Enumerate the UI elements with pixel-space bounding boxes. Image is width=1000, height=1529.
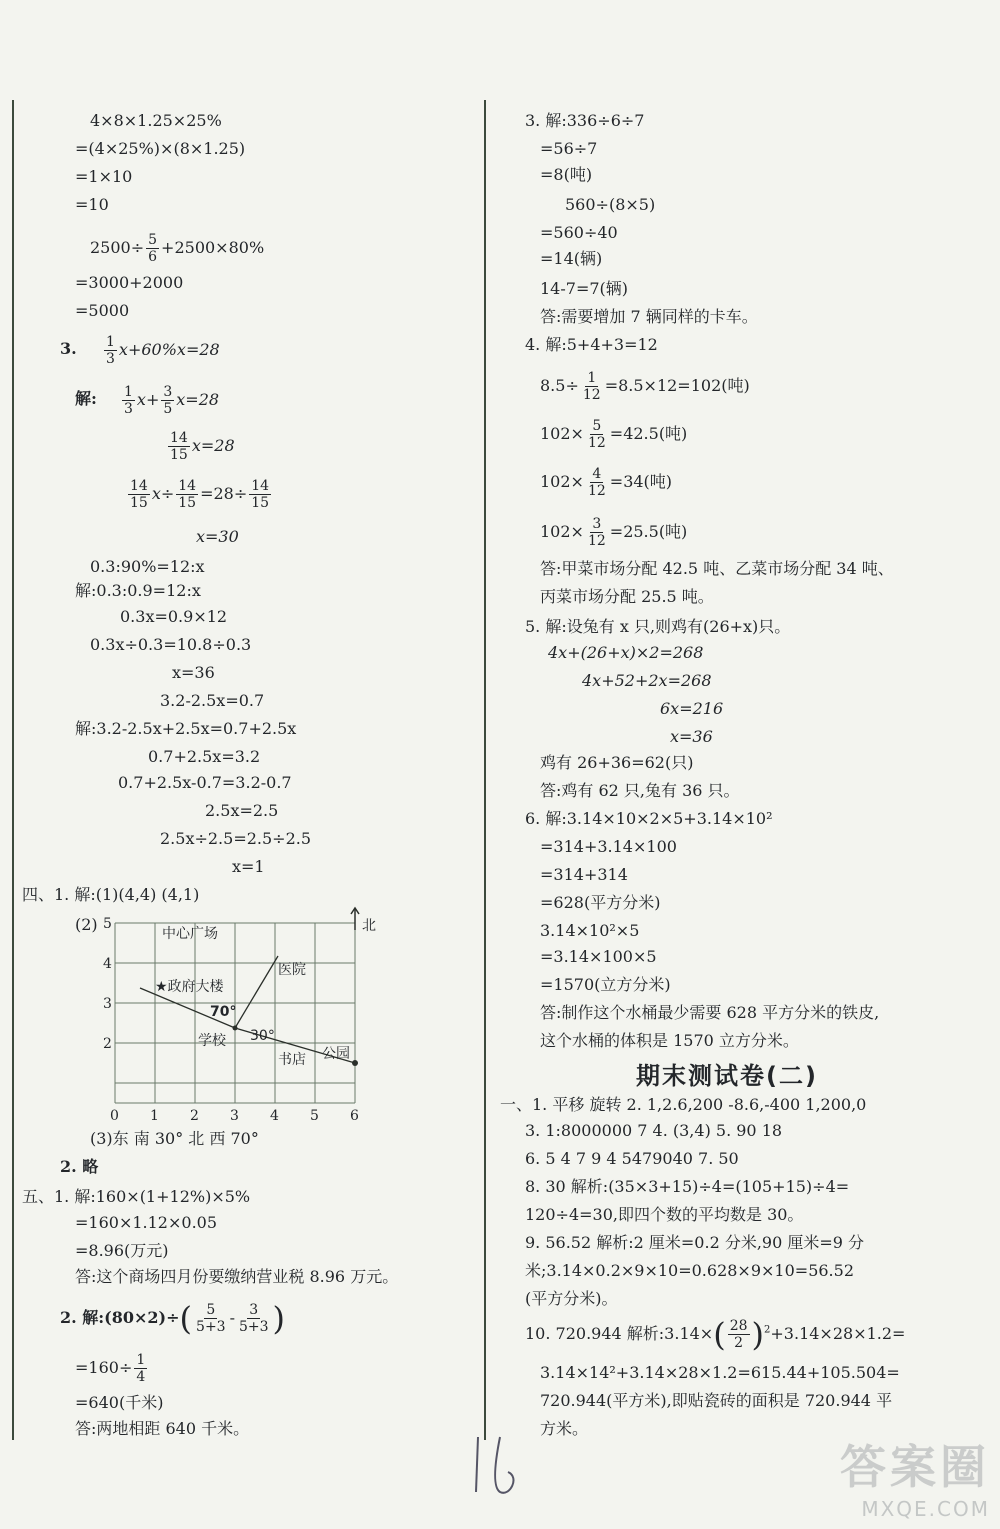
calc-line: 8.5÷ $\frac{1}{12}$ =8.5×12=102(吨) — [540, 370, 750, 403]
equation: $\frac{14}{15}$ x÷ $\frac{14}{15}$ =28÷ $\frac{14}{15}$ — [130, 478, 270, 511]
section-one-line: 9. 56.52 解析:2 厘米=0.2 分米,90 厘米=9 分 — [525, 1233, 865, 1252]
x-tick: 5 — [310, 1108, 319, 1124]
question-5: 5. 解:设兔有 x 只,则鸡有(26+x)只。 — [525, 617, 791, 636]
calc-line: =314+3.14×100 — [540, 837, 677, 856]
x-tick: 3 — [230, 1108, 239, 1124]
answer-line: 答:鸡有 62 只,兔有 36 只。 — [540, 781, 740, 800]
section-one-line: 方米。 — [540, 1419, 589, 1438]
calc-line: 2500÷ $\frac{5}{6}$ +2500×80% — [90, 232, 265, 265]
answer-line: 丙菜市场分配 25.5 吨。 — [540, 587, 714, 606]
question-3: 3. 解:336÷6÷7 — [525, 111, 645, 130]
calc-line: 鸡有 26+36=62(只) — [540, 753, 694, 772]
answer-line: 答:两地相距 640 千米。 — [75, 1419, 250, 1438]
equation: 0.7+2.5x=3.2 — [148, 747, 261, 766]
calc-line: =8(吨) — [540, 165, 593, 184]
calc-line: =160÷ $\frac{1}{4}$ — [75, 1352, 146, 1385]
equation: 解:0.3:0.9=12:x — [75, 581, 201, 600]
equation: 6x=216 — [660, 699, 724, 718]
watermark — [840, 1431, 990, 1521]
calc-line: =3000+2000 — [75, 273, 184, 292]
question-number: 3. — [60, 339, 77, 358]
equation: 0.3x÷0.3=10.8÷0.3 — [90, 635, 252, 654]
answer-line: 答:需要增加 7 辆同样的卡车。 — [540, 307, 758, 326]
handwritten-mark — [470, 1432, 530, 1502]
answer-line: 这个水桶的体积是 1570 立方分米。 — [540, 1031, 799, 1050]
equation: $\frac{1}{3}$ x+ $\frac{3}{5}$ x=28 — [124, 384, 220, 417]
x-tick: 2 — [190, 1108, 199, 1124]
section-one-line: 6. 5 4 7 9 4 5479040 7. 50 — [525, 1149, 739, 1168]
equation: 3.2-2.5x=0.7 — [160, 691, 265, 710]
equation: 0.3:90%=12:x — [90, 557, 205, 576]
equation: 2.5x÷2.5=2.5÷2.5 — [160, 829, 312, 848]
answer-line: 答:这个商场四月份要缴纳营业税 8.96 万元。 — [75, 1267, 399, 1286]
calc-line: =(4×25%)×(8×1.25) — [75, 139, 246, 158]
answer-directions: (3)东 南 30° 北 西 70° — [90, 1129, 259, 1148]
equation: x=36 — [172, 663, 215, 682]
equation: $\frac{1}{3}$ x+60%x=28 — [106, 334, 220, 367]
solution-label: 解: — [75, 389, 97, 408]
equation: 0.7+2.5x-0.7=3.2-0.7 — [118, 773, 292, 792]
equation: x=1 — [232, 857, 265, 876]
y-tick: 4 — [103, 956, 112, 972]
equation: $\frac{14}{15}$ x=28 — [170, 430, 235, 463]
calc-line: 102× $\frac{4}{12}$ =34(吨) — [540, 466, 673, 499]
calc-line: =628(平方分米) — [540, 893, 661, 912]
label-school: 学校 — [198, 1033, 226, 1049]
equation: 4x+52+2x=268 — [582, 671, 712, 690]
north-label: 北 — [362, 918, 376, 934]
calc-line: 14-7=7(辆) — [540, 279, 629, 298]
question-6: 6. 解:3.14×10×2×5+3.14×10² — [525, 809, 773, 828]
x-tick: 0 — [110, 1108, 119, 1124]
section-five-q2: 2. 解:(80×2)÷( $\frac{5}{5+3}$ - $\frac{3}{5+3}$ ) — [60, 1299, 286, 1338]
calc-line: 102× $\frac{5}{12}$ =42.5(吨) — [540, 418, 688, 451]
exam-title: 期末测试卷(二) — [636, 1062, 818, 1090]
equation: 4x+(26+x)×2=268 — [548, 643, 704, 662]
answer-line: 答:制作这个水桶最少需要 628 平方分米的铁皮, — [540, 1003, 880, 1022]
section-four-q1: 四、1. 解:(1)(4,4) (4,1) — [22, 885, 200, 904]
calc-line: =3.14×100×5 — [540, 947, 657, 966]
section-one-line: 720.944(平方米),即贴瓷砖的面积是 720.944 平 — [540, 1391, 893, 1410]
label-hospital: 医院 — [278, 962, 306, 978]
calc-line: =640(千米) — [75, 1393, 164, 1412]
x-tick: 4 — [270, 1108, 279, 1124]
calc-line: =14(辆) — [540, 249, 603, 268]
section-one-line: (平方分米)。 — [525, 1289, 618, 1308]
angle-70: 70° — [210, 1004, 237, 1020]
equation: 0.3x=0.9×12 — [120, 607, 228, 626]
section-one-line: 一、1. 平移 旋转 2. 1,2.6,200 -8.6,-400 1,200,0 — [500, 1095, 867, 1114]
calc-line: =5000 — [75, 301, 130, 320]
question-4: 4. 解:5+4+3=12 — [525, 335, 658, 354]
section-one-line: 米;3.14×0.2×9×10=0.628×9×10=56.52 — [525, 1261, 854, 1280]
calc-line: 4×8×1.25×25% — [90, 111, 222, 130]
label-center-square: 中心广场 — [162, 926, 218, 942]
x-tick: 1 — [150, 1108, 159, 1124]
calc-line: =1×10 — [75, 167, 133, 186]
calc-line: =160×1.12×0.05 — [75, 1213, 218, 1232]
angle-30: 30° — [250, 1028, 275, 1044]
answer-line: 答:甲菜市场分配 42.5 吨、乙菜市场分配 34 吨、 — [540, 559, 894, 578]
sub-label: (2) — [75, 915, 98, 934]
left-margin-rule — [12, 100, 14, 1440]
y-tick: 3 — [103, 996, 112, 1012]
section-one-line: 10. 720.944 解析:3.14×( $\frac{28}{2}$ )$^2$+3.14×28×1.2= — [525, 1315, 906, 1354]
section-one-line: 3.14×14²+3.14×28×1.2=615.44+105.504= — [540, 1363, 900, 1382]
equation: x=30 — [196, 527, 239, 546]
section-one-line: 8. 30 解析:(35×3+15)÷4=(105+15)÷4= — [525, 1177, 850, 1196]
coordinate-map — [100, 908, 400, 1128]
column-divider — [484, 100, 486, 1440]
watermark-url: MXQE.COM — [861, 1497, 990, 1521]
calc-line: 102× $\frac{3}{12}$ =25.5(吨) — [540, 516, 688, 549]
calc-line: =560÷40 — [540, 223, 618, 242]
calc-line: =1570(立方分米) — [540, 975, 671, 994]
calc-line: =56÷7 — [540, 139, 598, 158]
y-tick: 5 — [103, 916, 112, 932]
section-five-q1: 五、1. 解:160×(1+12%)×5% — [22, 1187, 251, 1206]
calc-line: 560÷(8×5) — [565, 195, 656, 214]
equation: x=36 — [670, 727, 713, 746]
equation: 2.5x=2.5 — [205, 801, 279, 820]
x-tick: 6 — [350, 1108, 359, 1124]
section-one-line: 3. 1:8000000 7 4. (3,4) 5. 90 18 — [525, 1121, 783, 1140]
label-bookstore: 书店 — [278, 1052, 306, 1068]
label-government: ★政府大楼 — [155, 979, 224, 995]
calc-line: =8.96(万元) — [75, 1241, 169, 1260]
calc-line: 3.14×10²×5 — [540, 921, 640, 940]
equation: 解:3.2-2.5x+2.5x=0.7+2.5x — [75, 719, 297, 738]
label-park: 公园 — [322, 1046, 350, 1062]
section-one-line: 120÷4=30,即四个数的平均数是 30。 — [525, 1205, 804, 1224]
calc-line: =10 — [75, 195, 109, 214]
y-tick: 2 — [103, 1036, 112, 1052]
calc-line: =314+314 — [540, 865, 628, 884]
section-four-q2: 2. 略 — [60, 1157, 99, 1176]
watermark-logo: 答案圈 — [840, 1440, 990, 1494]
